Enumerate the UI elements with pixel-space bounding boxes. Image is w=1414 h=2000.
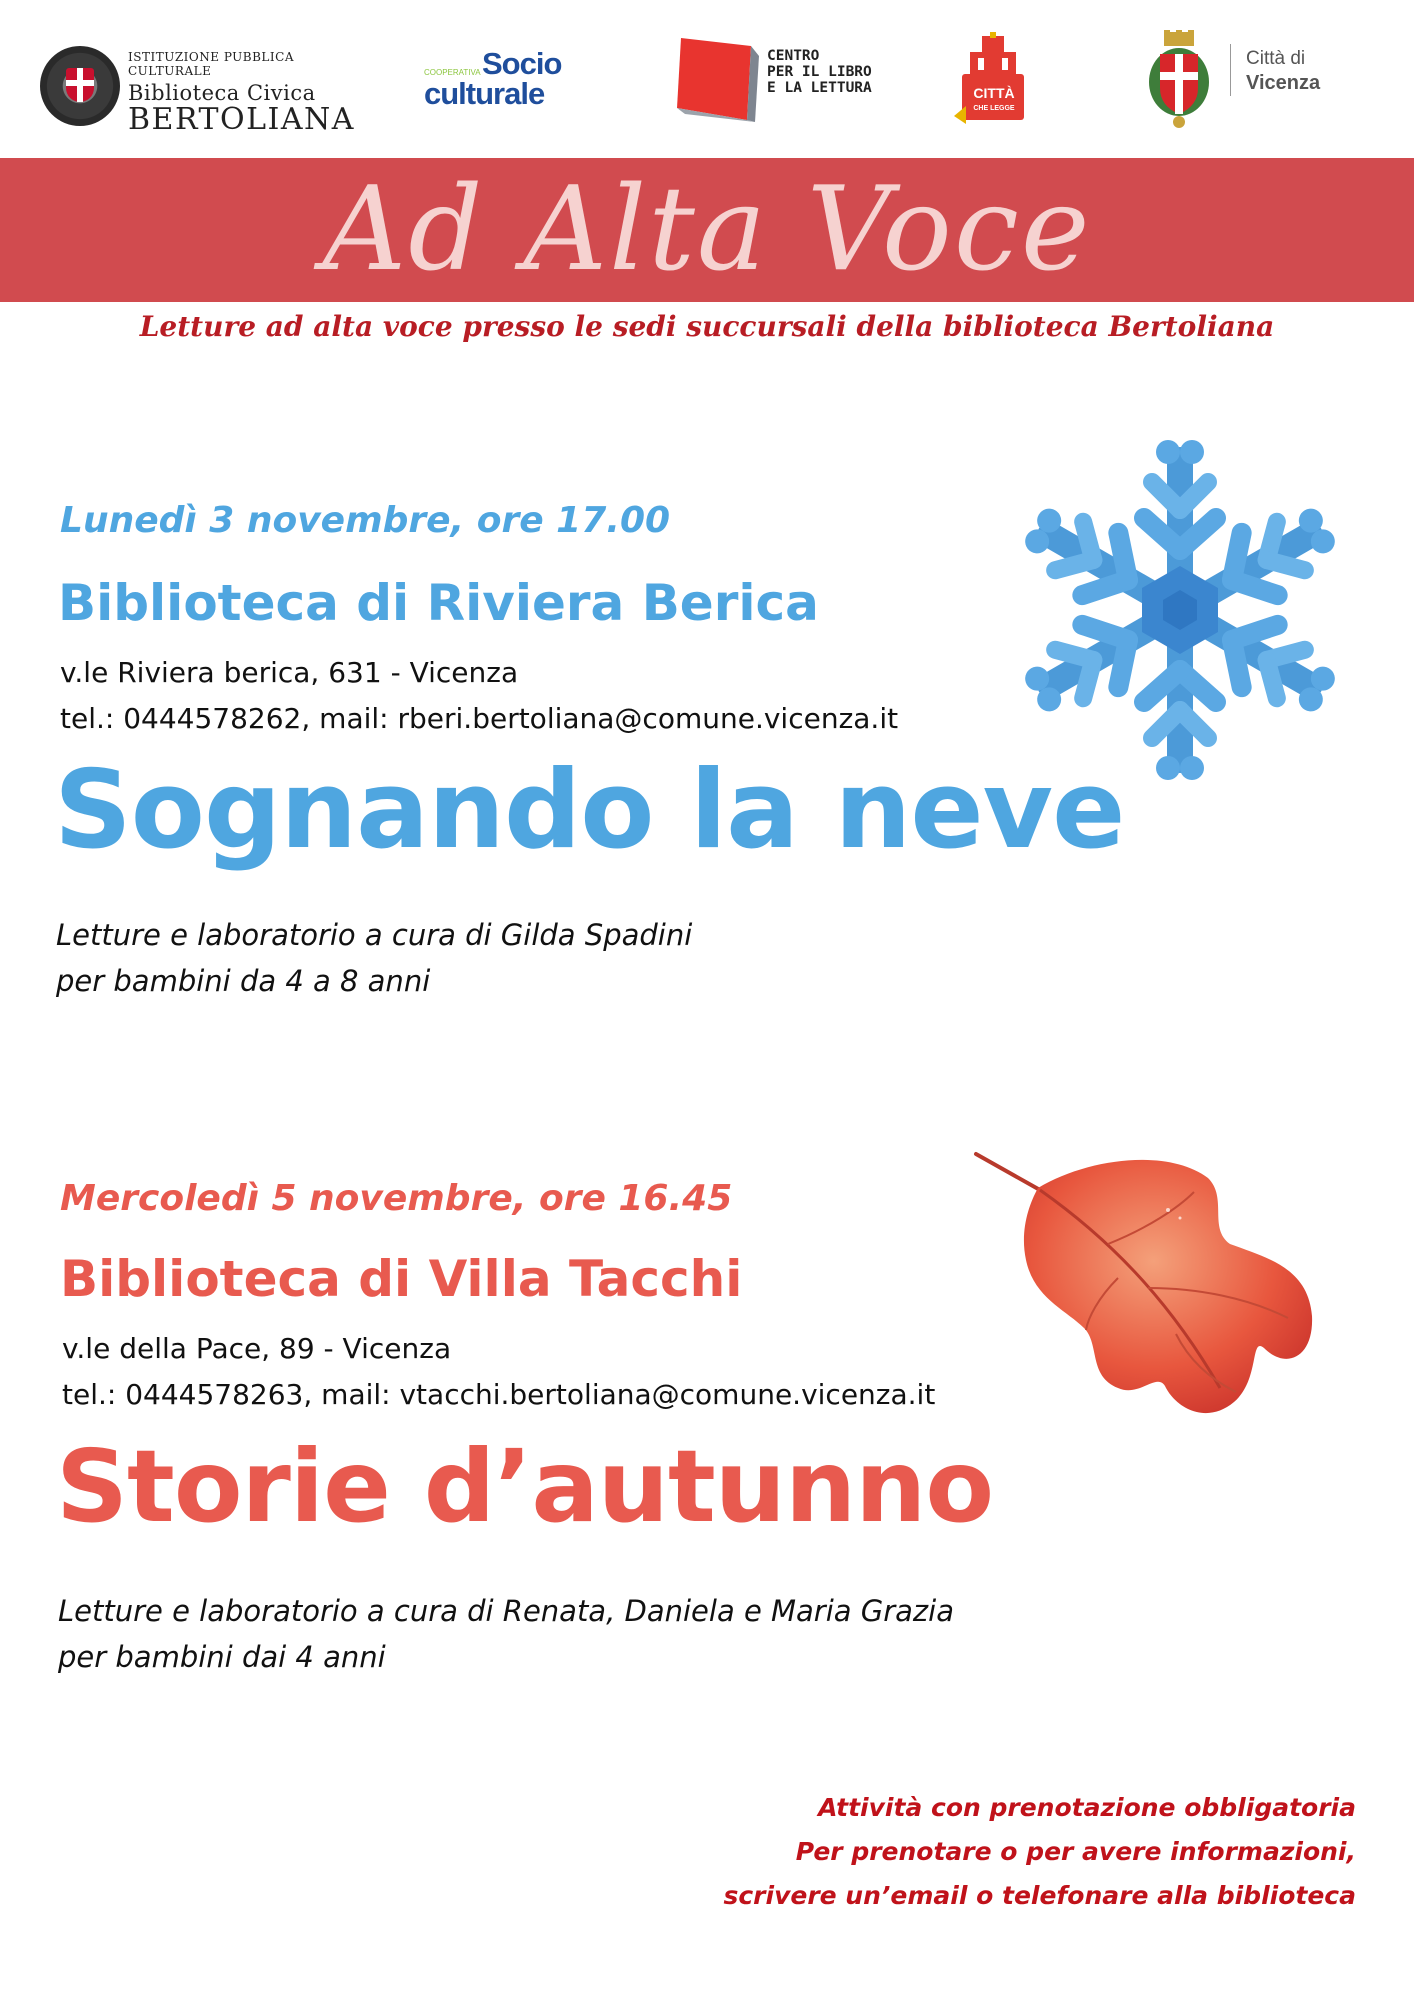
- vicenza-crest-icon: [1146, 30, 1212, 130]
- event1-address: v.le Riviera berica, 631 - Vicenza: [60, 656, 519, 689]
- socio-logo-line1: Socio: [482, 46, 562, 81]
- citta-logo-line2: CHE LEGGE: [973, 105, 1015, 112]
- event2-place: Biblioteca di Villa Tacchi: [60, 1250, 743, 1308]
- event1-place: Biblioteca di Riviera Berica: [58, 574, 819, 632]
- vicenza-logo-line2: Vicenza: [1246, 72, 1321, 94]
- booking-info: [600, 1786, 1356, 1918]
- centro-logo-line2: PER IL LIBRO: [767, 64, 872, 80]
- event2-note-1: Letture e laboratorio a cura di Renata, Daniela e Maria Grazia: [58, 1594, 954, 1628]
- event2-address: v.le della Pace, 89 - Vicenza: [62, 1332, 452, 1365]
- vicenza-logo-line1: Città di: [1246, 48, 1306, 69]
- event1-title: Sognando la neve: [54, 748, 1125, 873]
- poster-title: Ad Alta Voce: [322, 162, 1092, 297]
- autumn-leaf-icon: [968, 1148, 1348, 1428]
- event2-title: Storie d’autunno: [56, 1428, 994, 1545]
- booking-line-2: Per prenotare o per avere informazioni,: [795, 1837, 1356, 1866]
- event1-date: Lunedì 3 novembre, ore 17.00: [60, 500, 671, 541]
- booking-line-1: Attività con prenotazione obbligatoria: [818, 1793, 1356, 1822]
- event2-note-2: per bambini dai 4 anni: [58, 1640, 386, 1674]
- centro-logo-line3: E LA LETTURA: [767, 80, 872, 96]
- bertoliana-seal-icon: [40, 46, 120, 126]
- logo-citta-di-vicenza: [1146, 30, 1346, 130]
- citta-logo-line1: CITTÀ: [973, 85, 1015, 101]
- socio-logo-coop: COOPERATIVA: [424, 68, 481, 77]
- event1-note-1: Letture e laboratorio a cura di Gilda Spadini: [56, 918, 693, 952]
- socio-logo-line2: culturale: [424, 76, 545, 111]
- logo-socio-culturale: [424, 48, 584, 118]
- logo-centro-libro-lettura: [675, 34, 915, 124]
- bertoliana-logo-line1: ISTITUZIONE PUBBLICA CULTURALE: [128, 50, 294, 78]
- citta-che-legge-icon: [952, 32, 1040, 128]
- event2-date: Mercoledì 5 novembre, ore 16.45: [60, 1178, 733, 1219]
- bertoliana-logo-line2: Biblioteca Civica: [128, 81, 316, 105]
- snowflake-icon: [1010, 440, 1350, 780]
- logo-citta-che-legge: [952, 32, 1040, 128]
- logo-header: [0, 0, 1414, 150]
- event2-contact: tel.: 0444578263, mail: vtacchi.bertoliana@comune.vicenza.it: [62, 1378, 936, 1411]
- red-book-icon: [675, 34, 763, 122]
- event1-contact: tel.: 0444578262, mail: rberi.bertoliana@comune.vicenza.it: [60, 702, 899, 735]
- event1-note-2: per bambini da 4 a 8 anni: [56, 964, 431, 998]
- poster-subtitle: Letture ad alta voce presso le sedi succursali della biblioteca Bertoliana: [139, 310, 1275, 343]
- centro-logo-line1: CENTRO: [767, 48, 820, 64]
- bertoliana-logo-line3: BERTOLIANA: [128, 102, 355, 137]
- title-banner: [0, 158, 1414, 302]
- logo-biblioteca-bertoliana: [40, 46, 355, 137]
- booking-line-3: scrivere un’email o telefonare alla biblioteca: [723, 1881, 1356, 1910]
